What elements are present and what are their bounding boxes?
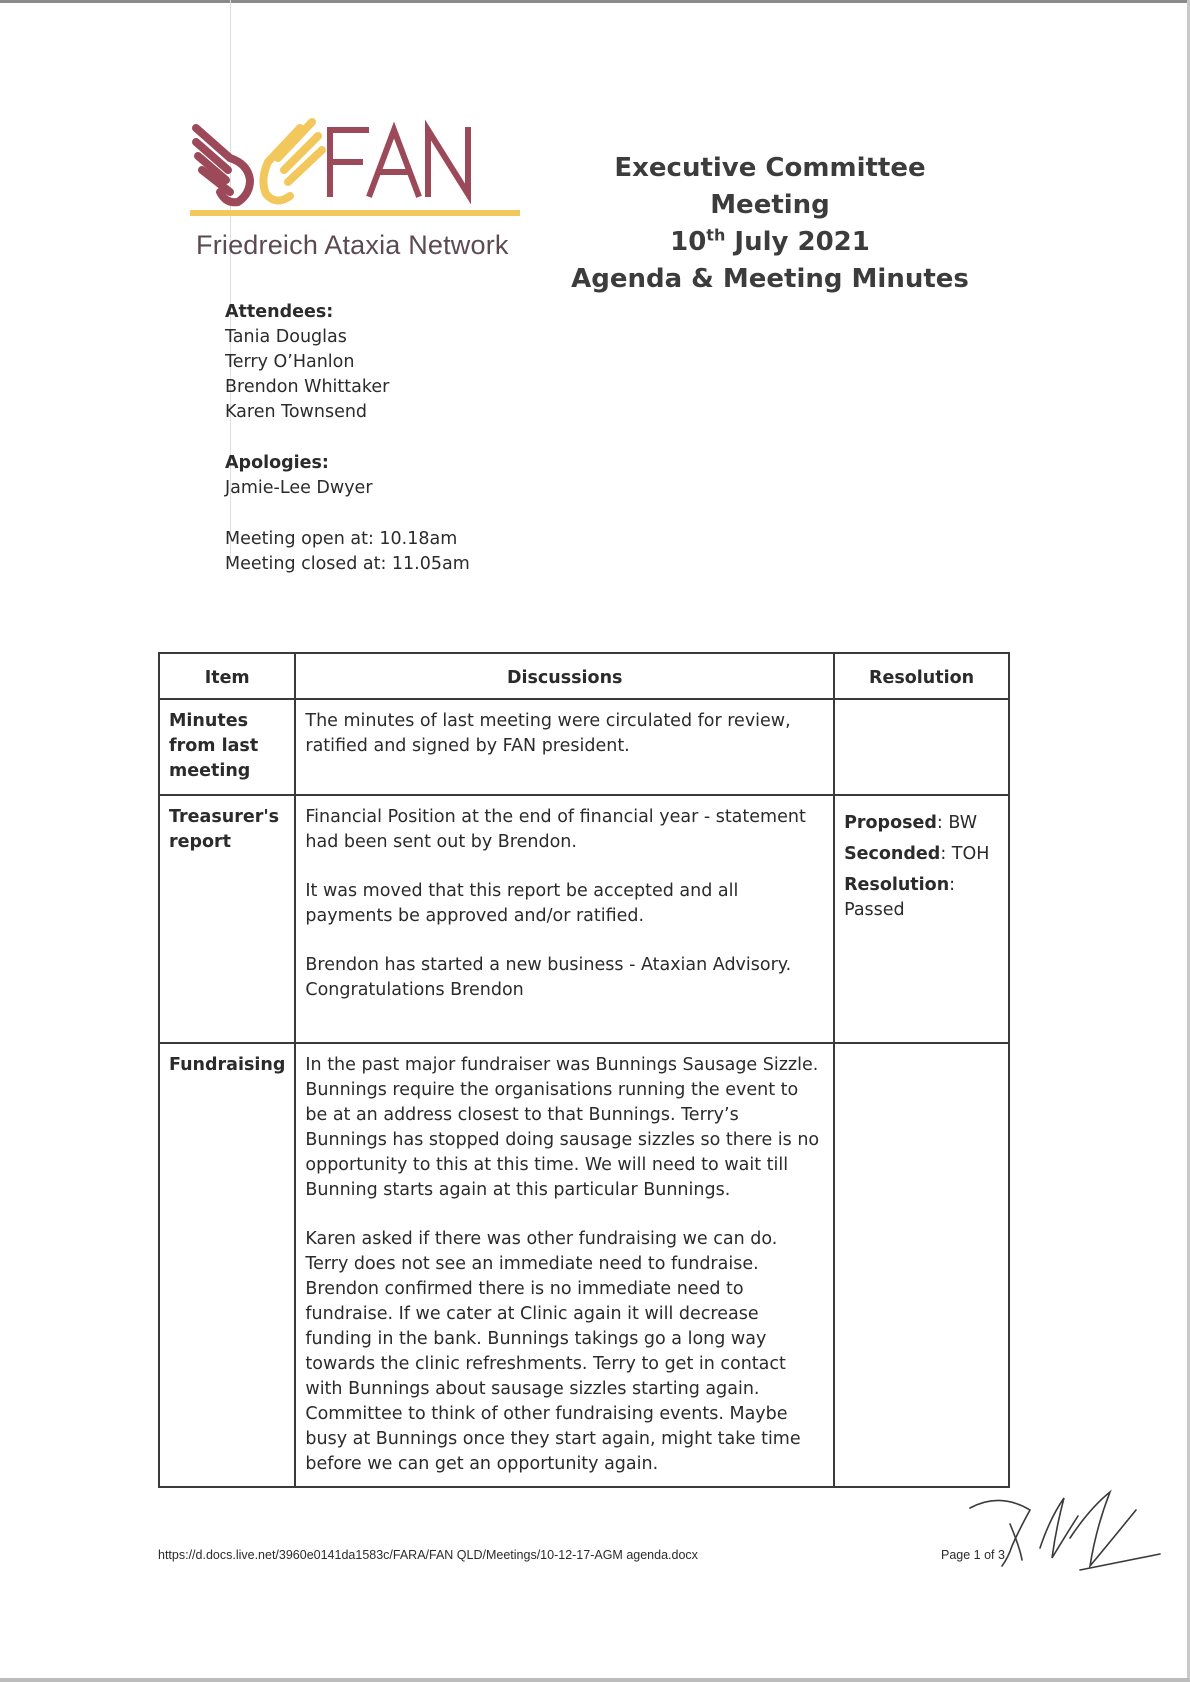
resolution-result: Resolution: Passed [844,875,956,920]
handwritten-signature [960,1488,1170,1588]
table-header-row [159,653,1009,699]
attendees-label: Attendees: [225,302,334,322]
discussion-paragraph: The minutes of last meeting were circulated for review, ratified and signed by FAN president. [305,711,791,756]
minutes-table [158,652,1010,1488]
title-line-1: Executive Committee Meeting [614,153,926,220]
table-row [159,1043,1009,1487]
fan-logo [190,118,520,266]
discussion-cell [295,699,834,795]
attendee-name: Brendon Whittaker [225,377,390,397]
resolution-cell [834,1043,1009,1487]
header-resolution: Resolution [834,653,1009,699]
discussion-cell [295,1043,834,1487]
resolution-cell [834,699,1009,795]
title-date: 10th July 2021 [670,225,870,257]
discussion-paragraph: Financial Position at the end of financial year - statement had been sent out by Brendon. [305,807,806,852]
attendee-name: Karen Townsend [225,402,368,422]
document-title [560,150,980,298]
header-item: Item [159,653,295,699]
apologies-label: Apologies: [225,453,329,473]
item-cell: Minutes from last meeting [159,699,295,795]
meeting-closed-time: Meeting closed at: 11.05am [225,554,470,574]
resolution-seconded: Seconded: TOH [844,844,990,864]
item-cell: Fundraising [159,1043,295,1487]
scan-edge-top [0,0,1190,3]
hands-icon [190,118,520,228]
apology-name: Jamie-Lee Dwyer [225,478,373,498]
footer-file-path: https://d.docs.live.net/3960e0141da1583c/FARA/FAN QLD/Meetings/10-12-17-AGM agenda.docx [158,1548,698,1562]
table-row [159,699,1009,795]
title-line-3: Agenda & Meeting Minutes [571,264,969,294]
resolution-cell [834,795,1009,1043]
discussion-paragraph: In the past major fundraiser was Bunnings Sausage Sizzle. Bunnings require the organisations running the event to be at an address closest to that Bunnings. Terry’s Bunnings has stopped doing sausage sizzles so there is no opportunity to this at this time. We will need to wait till Bunning starts again at this particular Bunnings. [305,1055,820,1200]
table-row [159,795,1009,1043]
meeting-open-time: Meeting open at: 10.18am [225,529,458,549]
footer-page-number: Page 1 of 3 [941,1548,1005,1562]
item-cell: Treasurer's report [159,795,295,1043]
discussion-paragraph: It was moved that this report be accepted and all payments be approved and/or ratified. [305,881,739,926]
attendee-name: Tania Douglas [225,327,347,347]
meeting-times [225,527,470,577]
resolution-proposed: Proposed: BW [844,813,978,833]
discussion-paragraph: Karen asked if there was other fundraising we can do. Terry does not see an immediate need to fundraise. Brendon confirmed there is no immediate need to fundraise. If we cater at Clinic again it will decrease funding in the bank. Bunnings takings go a long way towards the clinic refreshments. Terry to get in contact with Bunnings about sausage sizzles starting again. Committee to think of other fundraising events. Maybe busy at Bunnings once they start again, might take time before we can get an opportunity again. [305,1229,801,1474]
scan-edge-bottom [0,1678,1190,1682]
attendee-name: Terry O’Hanlon [225,352,355,372]
discussion-cell [295,795,834,1043]
logo-tagline: Friedreich Ataxia Network [196,230,509,260]
header-discussions: Discussions [295,653,834,699]
discussion-paragraph: Brendon has started a new business - Ataxian Advisory. Congratulations Brendon [305,955,792,1000]
attendees-section [225,300,470,425]
meeting-meta [225,300,470,603]
apologies-section [225,451,470,501]
